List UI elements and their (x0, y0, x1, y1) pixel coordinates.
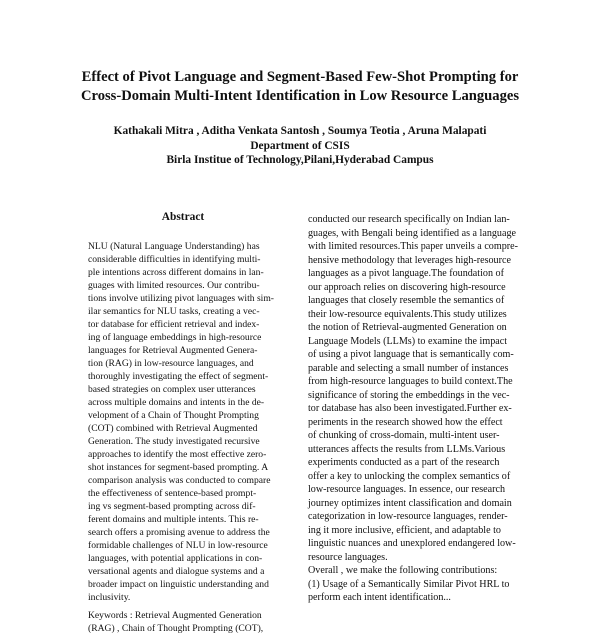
abstract-line: broader impact on linguistic understanding and (88, 579, 269, 590)
body-text-line: experiments conducted as a part of the research (308, 457, 500, 468)
abstract-line: based strategies on complex user utterances (88, 384, 256, 395)
body-text-line: low-resource languages. In essence, our research (308, 484, 506, 495)
author-names: Kathakali Mitra , Aditha Venkata Santosh , Soumya Teotia , Aruna Malapati (113, 125, 487, 137)
abstract-line: ilar semantics for NLU tasks, creating a vec- (88, 306, 260, 317)
abstract-line: ple intentions across different domains in lan- (88, 267, 264, 278)
title-line-2: Cross-Domain Multi-Intent Identification in Low Resource Languages (80, 88, 520, 104)
abstract-body (88, 240, 278, 635)
body-text-line: languages as a pivot language.The foundation of (308, 268, 504, 279)
body-text-line: resource languages. (308, 551, 388, 563)
body-text-line: guages, with Bengali being identified as a language (308, 227, 516, 239)
abstract-line: search offers a promising avenue to address the (88, 527, 270, 538)
abstract-line: the effectiveness of sentence-based prompt- (88, 488, 257, 499)
body-text-line: categorization in low-resource languages, render- (308, 511, 508, 522)
department: Department of CSIS (250, 139, 350, 152)
body-text-line: hensive methodology that leverages high-resource (308, 254, 511, 266)
body-text-line: with limited resources.This paper unveils a compre- (308, 241, 518, 252)
abstract-line: ing of language embeddings in high-resource (88, 332, 262, 343)
abstract-line: velopment of a Chain of Thought Prompting (88, 410, 259, 421)
institution: Birla Institue of Technology,Pilani,Hyderabad Campus (166, 154, 434, 166)
abstract-line: inclusivity. (88, 592, 131, 603)
body-text-line: from high-resource languages to build context.The (308, 376, 513, 387)
abstract-line: formidable challenges of NLU in low-resource (88, 540, 268, 551)
abstract-line: tor database for efficient retrieval and index- (88, 319, 260, 330)
body-text-line: utterances affects the results from LLMs.Various (308, 443, 506, 455)
abstract-line: comparison analysis was conducted to compare (88, 475, 271, 486)
keywords-line: Keywords : Retrieval Augmented Generation (88, 610, 262, 621)
abstract-line: Generation. The study investigated recursive (88, 436, 260, 447)
body-text-line: journey optimizes intent classification and domain (308, 497, 512, 509)
abstract-line: (COT) combined with Retrieval Augmented (88, 423, 258, 434)
body-text-line: periments in the research showed how the effect (308, 416, 503, 428)
keywords-line: (RAG) , Chain of Thought Prompting (COT), (88, 623, 264, 634)
body-text-line: tor database has also been investigated.Further ex- (308, 403, 512, 414)
body-text-line: Overall , we make the following contributions: (308, 565, 498, 576)
abstract-line: versational agents and dialogue systems and a (88, 566, 265, 577)
body-text-line: the notion of Retrieval-augmented Generation on (308, 322, 507, 333)
abstract-line: tion (RAG) in low-resource languages, and (88, 358, 254, 369)
abstract-line: approaches to identify the most effective zero- (88, 449, 267, 460)
body-text-line: of using a pivot language that is semantically com- (308, 349, 514, 360)
body-text-line: significance of storing the embeddings in the vec- (308, 389, 510, 401)
body-text-line: of chunking of cross-domain, multi-intent user- (308, 430, 500, 441)
abstract-line: ing vs segment-based prompting across dif- (88, 501, 256, 512)
body-text-line: parable and selecting a small number of instances (308, 362, 509, 374)
title-line-1: Effect of Pivot Language and Segment-Based Few-Shot Prompting for (81, 69, 519, 85)
body-text-line: their low-resource equivalents.This study utilizes (308, 308, 507, 320)
author-block (40, 124, 560, 168)
abstract-line: languages for Retrieval Augmented Genera- (88, 345, 258, 356)
body-text-line: offer a key to unlocking the complex semantics of (308, 470, 511, 482)
right-column-body (308, 213, 518, 605)
body-text-line: languages that closely resemble the semantics of (308, 295, 505, 306)
abstract-line: across multiple domains and intents in the de- (88, 397, 265, 408)
body-text-line: our approach relies on discovering high-resource (308, 281, 506, 293)
abstract-line: tions involve utilizing pivot languages with sim- (88, 293, 274, 304)
body-text-line: linguistic nuances and unexplored endangered low- (308, 538, 516, 549)
abstract-line: ferent domains and multiple intents. This re- (88, 514, 259, 525)
body-text-line: (1) Usage of a Semantically Similar Pivot HRL to (308, 578, 510, 590)
abstract-line: considerable difficulties in identifying multi- (88, 254, 261, 265)
paper-title (40, 68, 560, 106)
abstract-line: languages, with potential applications in con- (88, 553, 263, 564)
body-text-line: Language Models (LLMs) to examine the impact (308, 335, 508, 347)
abstract-line: NLU (Natural Language Understanding) has (88, 241, 260, 252)
abstract-line: guages with limited resources. Our contribu- (88, 280, 260, 291)
abstract-heading: Abstract (161, 211, 205, 223)
body-text-line: conducted our research specifically on Indian lan- (308, 214, 510, 225)
abstract-line: thoroughly investigating the effect of segment- (88, 371, 269, 382)
body-text-line: ing it more inclusive, efficient, and adaptable to (308, 524, 501, 536)
body-text-line: perform each intent identification... (308, 592, 451, 603)
abstract-line: shot instances for segment-based prompting. A (88, 462, 269, 473)
